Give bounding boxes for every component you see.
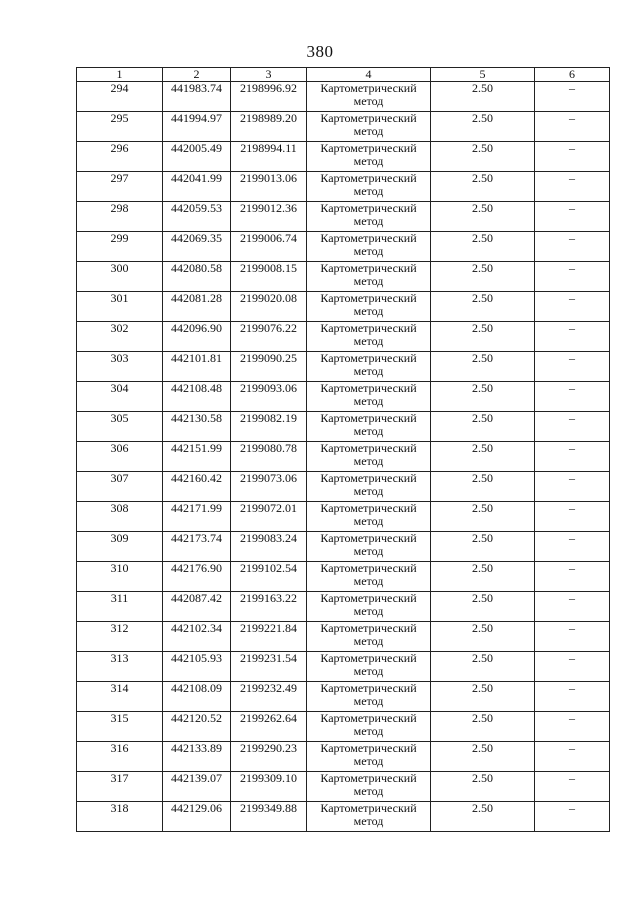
accuracy-cell: 2.50 (431, 742, 535, 772)
y-coordinate-cell: 2199290.23 (231, 742, 307, 772)
x-coordinate-cell: 442108.48 (163, 382, 231, 412)
x-coordinate-cell: 442005.49 (163, 142, 231, 172)
accuracy-cell: 2.50 (431, 652, 535, 682)
method-cell: Картометрический метод (307, 652, 431, 682)
y-coordinate-cell: 2199090.25 (231, 352, 307, 382)
accuracy-cell: 2.50 (431, 352, 535, 382)
description-cell: – (535, 262, 610, 292)
description-cell: – (535, 322, 610, 352)
method-cell: Картометрический метод (307, 802, 431, 832)
table-row (77, 442, 610, 472)
x-coordinate-cell: 441983.74 (163, 82, 231, 112)
table-row (77, 352, 610, 382)
point-number-cell: 314 (77, 682, 163, 712)
table-row (77, 382, 610, 412)
accuracy-cell: 2.50 (431, 592, 535, 622)
point-number-cell: 297 (77, 172, 163, 202)
x-coordinate-cell: 442171.99 (163, 502, 231, 532)
method-cell: Картометрический метод (307, 352, 431, 382)
y-coordinate-cell: 2199073.06 (231, 472, 307, 502)
x-coordinate-cell: 442151.99 (163, 442, 231, 472)
method-cell: Картометрический метод (307, 562, 431, 592)
description-cell: – (535, 742, 610, 772)
table-row (77, 772, 610, 802)
x-coordinate-cell: 442080.58 (163, 262, 231, 292)
accuracy-cell: 2.50 (431, 382, 535, 412)
point-number-cell: 305 (77, 412, 163, 442)
method-cell: Картометрический метод (307, 622, 431, 652)
x-coordinate-cell: 442139.07 (163, 772, 231, 802)
description-cell: – (535, 202, 610, 232)
column-header: 5 (431, 68, 535, 82)
point-number-cell: 295 (77, 112, 163, 142)
x-coordinate-cell: 442105.93 (163, 652, 231, 682)
method-cell: Картометрический метод (307, 712, 431, 742)
x-coordinate-cell: 442108.09 (163, 682, 231, 712)
method-cell: Картометрический метод (307, 382, 431, 412)
accuracy-cell: 2.50 (431, 262, 535, 292)
description-cell: – (535, 772, 610, 802)
accuracy-cell: 2.50 (431, 712, 535, 742)
description-cell: – (535, 82, 610, 112)
accuracy-cell: 2.50 (431, 412, 535, 442)
method-cell: Картометрический метод (307, 442, 431, 472)
method-cell: Картометрический метод (307, 82, 431, 112)
description-cell: – (535, 712, 610, 742)
table-row (77, 622, 610, 652)
table-row (77, 172, 610, 202)
x-coordinate-cell: 442130.58 (163, 412, 231, 442)
y-coordinate-cell: 2199093.06 (231, 382, 307, 412)
y-coordinate-cell: 2199020.08 (231, 292, 307, 322)
method-cell: Картометрический метод (307, 292, 431, 322)
y-coordinate-cell: 2199006.74 (231, 232, 307, 262)
method-cell: Картометрический метод (307, 232, 431, 262)
x-coordinate-cell: 442096.90 (163, 322, 231, 352)
table-row (77, 562, 610, 592)
point-number-cell: 302 (77, 322, 163, 352)
accuracy-cell: 2.50 (431, 502, 535, 532)
table-row (77, 142, 610, 172)
point-number-cell: 298 (77, 202, 163, 232)
point-number-cell: 300 (77, 262, 163, 292)
method-cell: Картометрический метод (307, 322, 431, 352)
y-coordinate-cell: 2199013.06 (231, 172, 307, 202)
table-row (77, 232, 610, 262)
y-coordinate-cell: 2199080.78 (231, 442, 307, 472)
table-row (77, 112, 610, 142)
method-cell: Картометрический метод (307, 202, 431, 232)
page-number: 380 (306, 42, 334, 61)
y-coordinate-cell: 2199102.54 (231, 562, 307, 592)
table-row (77, 292, 610, 322)
accuracy-cell: 2.50 (431, 232, 535, 262)
description-cell: – (535, 562, 610, 592)
accuracy-cell: 2.50 (431, 772, 535, 802)
method-cell: Картометрический метод (307, 472, 431, 502)
point-number-cell: 299 (77, 232, 163, 262)
point-number-cell: 313 (77, 652, 163, 682)
y-coordinate-cell: 2199012.36 (231, 202, 307, 232)
column-header: 6 (535, 68, 610, 82)
table-row (77, 532, 610, 562)
point-number-cell: 316 (77, 742, 163, 772)
accuracy-cell: 2.50 (431, 532, 535, 562)
x-coordinate-cell: 442133.89 (163, 742, 231, 772)
point-number-cell: 312 (77, 622, 163, 652)
x-coordinate-cell: 441994.97 (163, 112, 231, 142)
point-number-cell: 318 (77, 802, 163, 832)
point-number-cell: 311 (77, 592, 163, 622)
accuracy-cell: 2.50 (431, 622, 535, 652)
table-row (77, 502, 610, 532)
y-coordinate-cell: 2199072.01 (231, 502, 307, 532)
y-coordinate-cell: 2199221.84 (231, 622, 307, 652)
point-number-cell: 306 (77, 442, 163, 472)
method-cell: Картометрический метод (307, 412, 431, 442)
y-coordinate-cell: 2199232.49 (231, 682, 307, 712)
point-number-cell: 317 (77, 772, 163, 802)
method-cell: Картометрический метод (307, 112, 431, 142)
y-coordinate-cell: 2199076.22 (231, 322, 307, 352)
description-cell: – (535, 412, 610, 442)
description-cell: – (535, 622, 610, 652)
point-number-cell: 294 (77, 82, 163, 112)
x-coordinate-cell: 442041.99 (163, 172, 231, 202)
method-cell: Картометрический метод (307, 742, 431, 772)
accuracy-cell: 2.50 (431, 112, 535, 142)
description-cell: – (535, 382, 610, 412)
point-number-cell: 307 (77, 472, 163, 502)
x-coordinate-cell: 442102.34 (163, 622, 231, 652)
point-number-cell: 296 (77, 142, 163, 172)
x-coordinate-cell: 442120.52 (163, 712, 231, 742)
y-coordinate-cell: 2199008.15 (231, 262, 307, 292)
x-coordinate-cell: 442069.35 (163, 232, 231, 262)
table-row (77, 712, 610, 742)
y-coordinate-cell: 2199349.88 (231, 802, 307, 832)
method-cell: Картометрический метод (307, 142, 431, 172)
description-cell: – (535, 232, 610, 262)
accuracy-cell: 2.50 (431, 472, 535, 502)
point-number-cell: 310 (77, 562, 163, 592)
accuracy-cell: 2.50 (431, 802, 535, 832)
column-header: 4 (307, 68, 431, 82)
x-coordinate-cell: 442160.42 (163, 472, 231, 502)
description-cell: – (535, 652, 610, 682)
y-coordinate-cell: 2198996.92 (231, 82, 307, 112)
point-number-cell: 304 (77, 382, 163, 412)
description-cell: – (535, 802, 610, 832)
x-coordinate-cell: 442087.42 (163, 592, 231, 622)
table-row (77, 202, 610, 232)
description-cell: – (535, 172, 610, 202)
point-number-cell: 308 (77, 502, 163, 532)
x-coordinate-cell: 442129.06 (163, 802, 231, 832)
description-cell: – (535, 442, 610, 472)
table-row (77, 262, 610, 292)
x-coordinate-cell: 442173.74 (163, 532, 231, 562)
x-coordinate-cell: 442081.28 (163, 292, 231, 322)
accuracy-cell: 2.50 (431, 142, 535, 172)
accuracy-cell: 2.50 (431, 172, 535, 202)
method-cell: Картометрический метод (307, 772, 431, 802)
method-cell: Картометрический метод (307, 172, 431, 202)
method-cell: Картометрический метод (307, 502, 431, 532)
method-cell: Картометрический метод (307, 532, 431, 562)
y-coordinate-cell: 2199163.22 (231, 592, 307, 622)
table-body (77, 82, 610, 832)
description-cell: – (535, 142, 610, 172)
column-header: 2 (163, 68, 231, 82)
coordinates-table (76, 67, 610, 832)
description-cell: – (535, 532, 610, 562)
table-row (77, 592, 610, 622)
description-cell: – (535, 592, 610, 622)
point-number-cell: 301 (77, 292, 163, 322)
table-row (77, 652, 610, 682)
y-coordinate-cell: 2199083.24 (231, 532, 307, 562)
table-header-row (77, 68, 610, 82)
description-cell: – (535, 502, 610, 532)
table-row (77, 412, 610, 442)
description-cell: – (535, 472, 610, 502)
y-coordinate-cell: 2199082.19 (231, 412, 307, 442)
point-number-cell: 303 (77, 352, 163, 382)
y-coordinate-cell: 2199231.54 (231, 652, 307, 682)
accuracy-cell: 2.50 (431, 682, 535, 712)
table-row (77, 82, 610, 112)
y-coordinate-cell: 2199262.64 (231, 712, 307, 742)
y-coordinate-cell: 2199309.10 (231, 772, 307, 802)
accuracy-cell: 2.50 (431, 202, 535, 232)
description-cell: – (535, 352, 610, 382)
table-row (77, 322, 610, 352)
accuracy-cell: 2.50 (431, 292, 535, 322)
x-coordinate-cell: 442059.53 (163, 202, 231, 232)
column-header: 1 (77, 68, 163, 82)
y-coordinate-cell: 2198994.11 (231, 142, 307, 172)
x-coordinate-cell: 442176.90 (163, 562, 231, 592)
table-row (77, 682, 610, 712)
description-cell: – (535, 112, 610, 142)
method-cell: Картометрический метод (307, 592, 431, 622)
point-number-cell: 315 (77, 712, 163, 742)
accuracy-cell: 2.50 (431, 322, 535, 352)
description-cell: – (535, 292, 610, 322)
accuracy-cell: 2.50 (431, 82, 535, 112)
accuracy-cell: 2.50 (431, 442, 535, 472)
table-row (77, 472, 610, 502)
method-cell: Картометрический метод (307, 262, 431, 292)
x-coordinate-cell: 442101.81 (163, 352, 231, 382)
table-row (77, 742, 610, 772)
table-row (77, 802, 610, 832)
accuracy-cell: 2.50 (431, 562, 535, 592)
description-cell: – (535, 682, 610, 712)
y-coordinate-cell: 2198989.20 (231, 112, 307, 142)
method-cell: Картометрический метод (307, 682, 431, 712)
column-header: 3 (231, 68, 307, 82)
point-number-cell: 309 (77, 532, 163, 562)
